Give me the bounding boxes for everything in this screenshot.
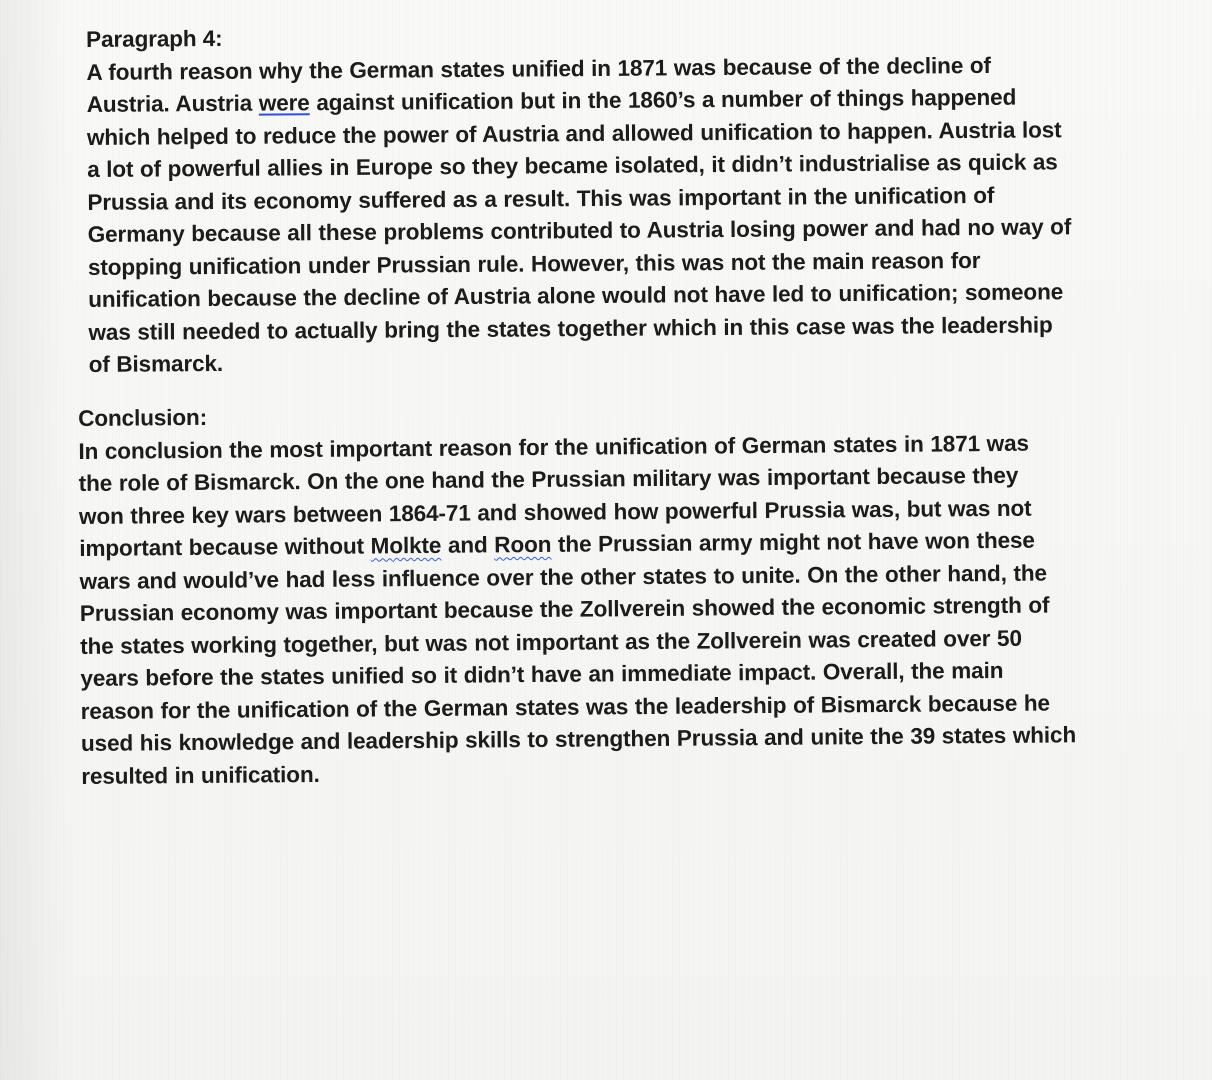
paragraph-4-body — [86, 48, 1179, 382]
text-fragment: and — [441, 532, 495, 558]
text-fragment: the Prussian army might not have won these — [551, 527, 1035, 557]
text-fragment: against unification but in the 1860’s a number of things happened — [309, 84, 1017, 116]
text-line: the states working together, but was not important as the Zollverein was created over 50 — [80, 625, 1022, 659]
text-line: a lot of powerful allies in Europe so they became isolated, it didn’t industrialise as quick as — [87, 149, 1058, 182]
conclusion-body — [78, 426, 1171, 793]
text-line: Germany because all these problems contributed to Austria losing power and had no way of — [87, 214, 1072, 247]
paragraph-4-section — [86, 15, 1179, 381]
spelling-flagged-word: Molkte — [370, 532, 442, 559]
text-line: which helped to reduce the power of Austria and allowed unification to happen. Austria lost — [86, 116, 1062, 150]
text-line: the role of Bismarck. On the one hand the Prussian military was important because they — [78, 462, 1019, 496]
grammar-flagged-word: were — [258, 90, 310, 116]
text-line: Prussia and its economy suffered as a result. This was important in the unification of — [87, 182, 995, 215]
text-line: was still needed to actually bring the states together which in this case was the leadership — [88, 311, 1053, 345]
text-line: stopping unification under Prussian rule. However, this was not the main reason for — [87, 247, 981, 280]
paragraph-4-heading: Paragraph 4: — [86, 25, 223, 52]
text-line: used his knowledge and leadership skills to strengthen Prussia and unite the 39 states which — [80, 722, 1077, 756]
spelling-flagged-word: Roon — [494, 531, 552, 558]
text-line: of Bismarck. — [88, 350, 224, 377]
text-line: won three key wars between 1864-71 and showed how powerful Prussia was, but was not — [78, 495, 1032, 529]
text-line: resulted in unification. — [81, 761, 320, 789]
text-fragment: important because without — [79, 533, 371, 561]
text-line: years before the states unified so it didn’t have an immediate impact. Overall, the main — [80, 657, 1004, 691]
conclusion-section — [78, 393, 1171, 792]
text-line: Prussian economy was important because the Zollverein showed the economic strength of — [79, 592, 1050, 626]
text-line: wars and would’ve had less influence over the other states to unite. On the other hand, the — [79, 560, 1047, 594]
conclusion-heading: Conclusion: — [78, 404, 208, 431]
text-fragment: Austria. Austria — [86, 90, 259, 117]
text-line: unification because the decline of Austria alone would not have led to unification; someone — [88, 279, 1064, 312]
text-line: A fourth reason why the German states unified in 1871 was because of the decline of — [86, 52, 991, 85]
text-line: reason for the unification of the German states was the leadership of Bismarck because he — [80, 690, 1050, 724]
text-line: In conclusion the most important reason for the unification of German states in 1871 was — [78, 430, 1029, 464]
scan-shadow-edge — [0, 0, 70, 1080]
